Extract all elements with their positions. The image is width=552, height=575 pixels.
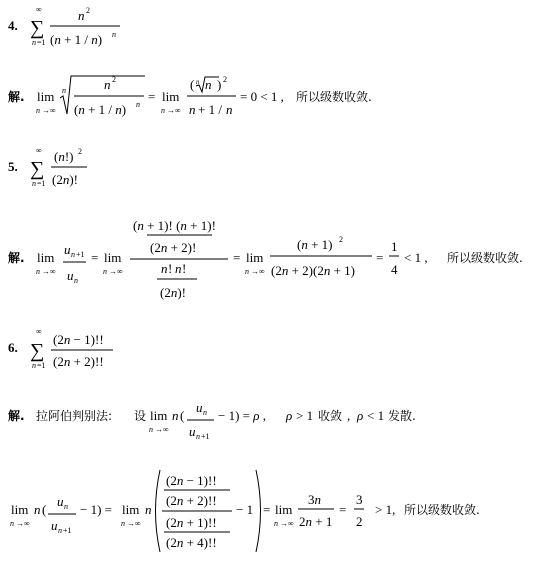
svg-text:n: n xyxy=(74,276,78,285)
svg-text:n: n xyxy=(78,8,85,23)
svg-text:lim: lim xyxy=(104,250,122,265)
svg-text:+1: +1 xyxy=(201,432,210,441)
svg-text:lim: lim xyxy=(150,408,168,423)
svg-text:= 0 < 1 ,: = 0 < 1 , xyxy=(240,89,284,104)
svg-text:n: n xyxy=(64,502,68,511)
svg-text:): ) xyxy=(217,77,222,92)
svg-text:(2n + 2)(2n + 1): (2n + 2)(2n + 1) xyxy=(271,263,356,278)
svg-text:lim: lim xyxy=(246,250,264,265)
svg-text:∞: ∞ xyxy=(36,5,42,14)
svg-text:(n!): (n!) xyxy=(54,149,74,164)
svg-text:n: n xyxy=(196,78,200,86)
svg-text:2: 2 xyxy=(223,75,227,84)
svg-text:=: = xyxy=(376,250,384,265)
svg-text:> 1: > 1 xyxy=(296,408,314,423)
svg-text:< 1: < 1 xyxy=(367,408,385,423)
svg-text:n: n xyxy=(32,38,36,47)
problem-6-label: 6. xyxy=(8,340,18,355)
svg-text:(2n + 1)!!: (2n + 1)!! xyxy=(166,515,217,530)
svg-text:=: = xyxy=(148,89,156,104)
svg-text:=1: =1 xyxy=(37,38,46,47)
svg-text:lim: lim xyxy=(37,250,55,265)
svg-text:→∞: →∞ xyxy=(42,106,56,115)
svg-text:(2n + 2)!!: (2n + 2)!! xyxy=(166,493,217,508)
svg-text:2: 2 xyxy=(356,514,363,529)
svg-text:(n + 1): (n + 1) xyxy=(297,237,333,252)
svg-text:n: n xyxy=(136,100,140,109)
svg-text:∑: ∑ xyxy=(30,158,45,180)
svg-text:n: n xyxy=(203,408,207,417)
svg-text:u: u xyxy=(51,518,58,533)
svg-text:→∞: →∞ xyxy=(127,519,141,528)
svg-text:(2n + 2)!: (2n + 2)! xyxy=(150,240,197,255)
svg-text:+ 1 /: + 1 / xyxy=(198,102,222,117)
svg-text:∑: ∑ xyxy=(30,340,45,362)
svg-text:1: 1 xyxy=(391,239,398,254)
svg-text:=1: =1 xyxy=(37,361,46,370)
svg-text:− 1) = ρ ,: − 1) = ρ , xyxy=(218,408,266,423)
svg-text:lim: lim xyxy=(122,502,140,517)
svg-text:n: n xyxy=(32,179,36,188)
solution-label-5: 解. xyxy=(8,251,25,265)
svg-text:(2n − 1)!!: (2n − 1)!! xyxy=(166,473,217,488)
svg-text:n: n xyxy=(175,261,182,276)
svg-text:(n + 1 / n): (n + 1 / n) xyxy=(74,102,127,117)
svg-text:n: n xyxy=(161,106,165,115)
svg-text:n: n xyxy=(149,425,153,434)
converge-word: 收敛 xyxy=(318,409,343,423)
svg-text:(2n)!: (2n)! xyxy=(52,172,79,187)
svg-text:!: ! xyxy=(182,261,187,276)
svg-text:lim: lim xyxy=(37,89,55,104)
svg-text:n: n xyxy=(36,106,40,115)
svg-text:!: ! xyxy=(168,261,173,276)
svg-text:u: u xyxy=(67,268,74,283)
svg-text:n: n xyxy=(71,250,75,259)
svg-text:lim: lim xyxy=(11,502,29,517)
svg-text:n: n xyxy=(112,30,116,39)
svg-text:n: n xyxy=(34,502,41,517)
problem-4-conclusion: 所以级数收敛. xyxy=(296,90,372,104)
svg-text:(: ( xyxy=(190,77,195,92)
solution-label-4: 解. xyxy=(8,90,25,104)
svg-text:∞: ∞ xyxy=(36,327,42,336)
svg-text:→∞: →∞ xyxy=(251,267,265,276)
problem-5-label: 5. xyxy=(8,159,18,174)
svg-text:=1: =1 xyxy=(37,179,46,188)
svg-text:n: n xyxy=(36,267,40,276)
svg-text:→∞: →∞ xyxy=(42,267,56,276)
svg-text:n: n xyxy=(172,408,179,423)
svg-text:=: = xyxy=(339,502,347,517)
solution-label-6: 解. xyxy=(8,409,25,423)
svg-text:(2n)!: (2n)! xyxy=(160,285,187,300)
svg-text:u: u xyxy=(189,424,196,439)
svg-text:n: n xyxy=(104,77,111,92)
svg-text:=: = xyxy=(91,250,99,265)
svg-text:2: 2 xyxy=(112,75,116,84)
svg-text:+1: +1 xyxy=(63,526,72,535)
svg-text:(2n + 2)!!: (2n + 2)!! xyxy=(53,354,104,369)
svg-text:u: u xyxy=(57,494,64,509)
svg-text:(2n − 1)!!: (2n − 1)!! xyxy=(53,332,104,347)
svg-text:3n: 3n xyxy=(308,492,321,507)
svg-text:(n + 1 / n): (n + 1 / n) xyxy=(50,32,103,47)
svg-text:n: n xyxy=(161,261,168,276)
svg-text:3: 3 xyxy=(356,492,363,507)
svg-text:2: 2 xyxy=(86,6,90,15)
svg-text:2: 2 xyxy=(339,235,343,244)
problem-4-label: 4. xyxy=(8,18,18,33)
svg-text:(n + 1)! (n + 1)!: (n + 1)! (n + 1)! xyxy=(133,218,216,233)
svg-text:lim: lim xyxy=(275,502,293,517)
svg-text:(: ( xyxy=(42,502,47,517)
svg-text:→∞: →∞ xyxy=(280,519,294,528)
svg-text:4: 4 xyxy=(391,262,398,277)
svg-text:n: n xyxy=(103,267,107,276)
svg-text:n: n xyxy=(62,86,66,95)
svg-text:n: n xyxy=(121,519,125,528)
svg-text:→∞: →∞ xyxy=(167,106,181,115)
svg-text:n: n xyxy=(205,77,212,92)
problem-6-conclusion: 所以级数收敛. xyxy=(404,503,480,517)
criterion-prefix: 设 xyxy=(134,409,147,423)
svg-text:− 1: − 1 xyxy=(236,502,254,517)
svg-text:u: u xyxy=(64,242,71,257)
svg-text:n: n xyxy=(10,519,14,528)
svg-text:n: n xyxy=(58,526,62,535)
svg-text:=: = xyxy=(263,502,271,517)
svg-text:→∞: →∞ xyxy=(155,425,169,434)
svg-text:n: n xyxy=(145,502,152,517)
svg-text:< 1 ,: < 1 , xyxy=(404,250,428,265)
svg-text:n: n xyxy=(274,519,278,528)
svg-text:n: n xyxy=(226,102,233,117)
svg-text:ρ: ρ xyxy=(286,408,293,423)
svg-text:→∞: →∞ xyxy=(16,519,30,528)
svg-text:ρ: ρ xyxy=(357,408,364,423)
svg-text:2: 2 xyxy=(78,147,82,156)
raabe-test-label: 拉阿伯判别法: xyxy=(36,409,113,423)
diverge-word: 发散. xyxy=(388,409,416,423)
svg-text:n: n xyxy=(196,432,200,441)
svg-text:n: n xyxy=(189,102,196,117)
svg-text:− 1) =: − 1) = xyxy=(80,502,112,517)
svg-text:∑: ∑ xyxy=(30,17,45,39)
svg-text:=: = xyxy=(233,250,241,265)
svg-text:2n + 1: 2n + 1 xyxy=(299,514,333,529)
svg-text:> 1,: > 1, xyxy=(375,502,396,517)
svg-text:(: ( xyxy=(180,408,185,423)
svg-text:+1: +1 xyxy=(76,250,85,259)
svg-text:(2n + 4)!!: (2n + 4)!! xyxy=(166,535,217,550)
svg-text:lim: lim xyxy=(162,89,180,104)
svg-text:u: u xyxy=(196,400,203,415)
svg-text:,: , xyxy=(347,408,351,423)
svg-text:→∞: →∞ xyxy=(109,267,123,276)
svg-text:n: n xyxy=(245,267,249,276)
svg-text:∞: ∞ xyxy=(36,146,42,155)
problem-5-conclusion: 所以级数收敛. xyxy=(447,251,523,265)
svg-text:n: n xyxy=(32,361,36,370)
